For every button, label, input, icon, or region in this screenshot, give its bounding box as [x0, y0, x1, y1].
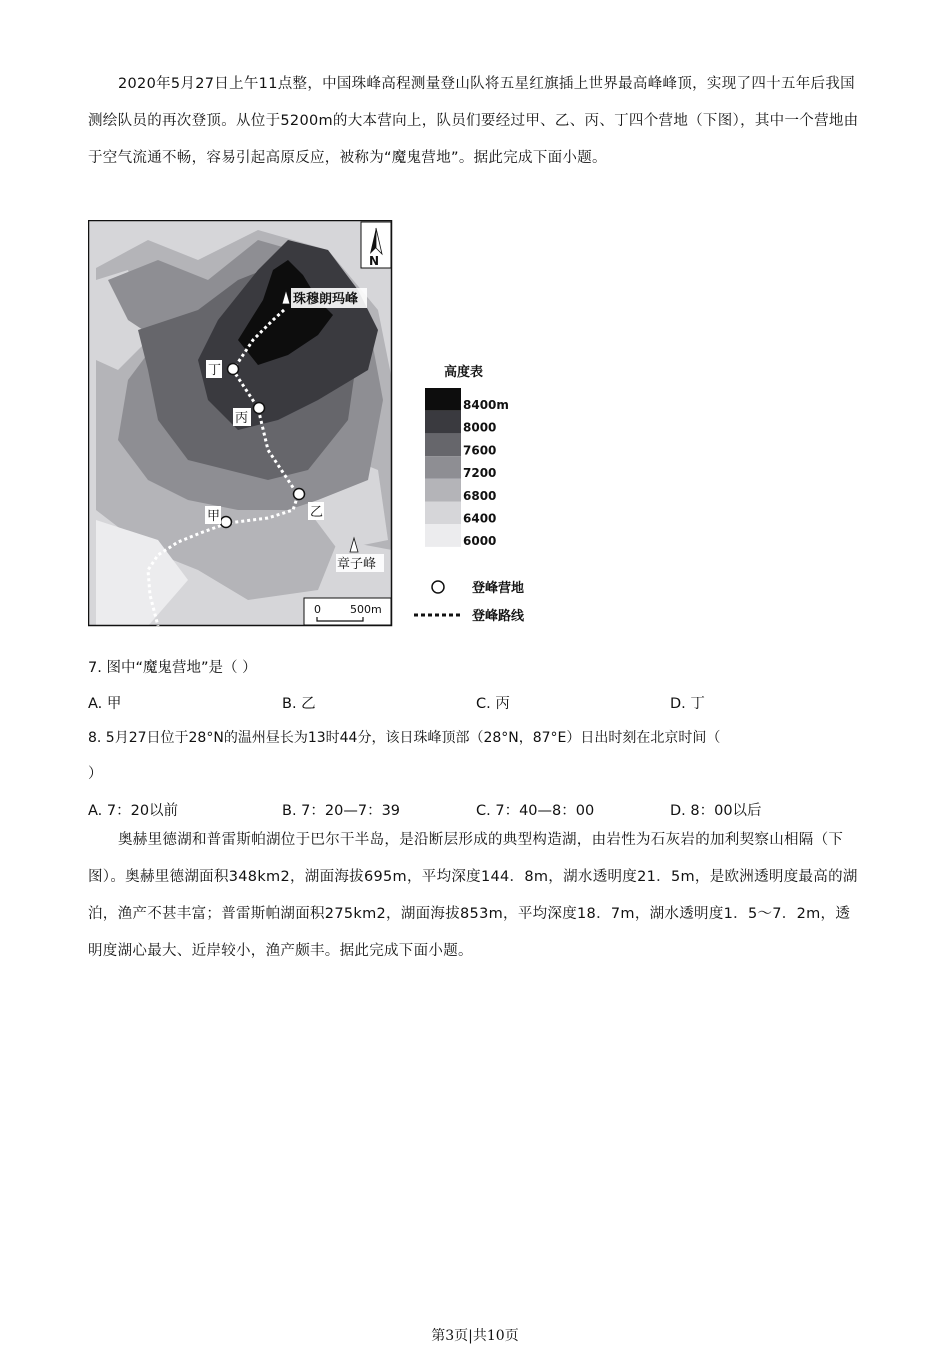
question-8-stem-continued: ） [88, 766, 103, 782]
legend-level-label: 7600 [463, 443, 497, 458]
legend-level-label: 6400 [463, 511, 497, 526]
legend-swatch [425, 411, 461, 434]
north-label: N [369, 254, 380, 268]
question-8-option-b[interactable]: B. 7：20—7：39 [282, 803, 401, 819]
legend-swatch [425, 456, 461, 479]
scale-end-label: 500m [350, 603, 382, 616]
camp-yi-label: 乙 [310, 505, 324, 520]
question-7-option-d[interactable]: D. 丁 [670, 696, 705, 712]
camp-ding-marker [228, 364, 239, 375]
legend-route-label: 登峰路线 [472, 609, 525, 624]
zhangzi-peak-label: 章子峰 [337, 557, 377, 572]
page-footer: 第3页|共10页 [431, 1328, 519, 1344]
legend-swatch [425, 502, 461, 525]
camp-yi-marker [294, 489, 305, 500]
camp-bing-marker [254, 403, 265, 414]
legend-camp-icon [432, 581, 444, 593]
legend-swatch [425, 524, 461, 547]
legend-level-label: 6800 [463, 488, 497, 503]
legend-camp-label: 登峰营地 [472, 581, 525, 596]
question-8-option-a[interactable]: A. 7：20以前 [88, 803, 179, 819]
camp-ding-label: 丁 [208, 363, 222, 378]
question-8-option-d[interactable]: D. 8：00以后 [670, 803, 762, 819]
question-7-option-a[interactable]: A. 甲 [88, 696, 122, 712]
question-7-option-c[interactable]: C. 丙 [476, 696, 510, 712]
legend-level-label: 6000 [463, 534, 497, 549]
legend-swatch [425, 479, 461, 502]
legend-swatch [425, 388, 461, 411]
legend-title: 高度表 [444, 365, 484, 380]
scale-zero-label: 0 [314, 603, 321, 616]
question-7-option-b[interactable]: B. 乙 [282, 696, 316, 712]
question-8-option-c[interactable]: C. 7：40—8：00 [476, 803, 595, 819]
legend-level-label: 8000 [463, 420, 497, 435]
elevation-legend [425, 388, 509, 548]
legend-level-label: 7200 [463, 466, 497, 481]
camp-jia-marker [221, 517, 232, 528]
legend-level-label: 8400m [463, 398, 509, 412]
intro-paragraph-2: 奥赫里德湖和普雷斯帕湖位于巴尔干半岛，是沿断层形成的典型构造湖，由岩性为石灰岩的加利契察山相隔（下图）。奥赫里德湖面积348km2，湖面海拔695m，平均深度144．8m，湖水透明度21．5m，是欧洲透明度最高的湖泊，渔产不甚丰富；普雷斯帕湖面积275km2，湖面海拔853m，平均深度18．7m，湖水透明度1．5～7．2m，透明度湖心最大、近岸较小，渔产颇丰。据此完成下面小题。 [88, 832, 858, 959]
legend-swatch [425, 433, 461, 456]
camp-bing-label: 丙 [235, 411, 249, 426]
question-8-stem: 8. 5月27日位于28°N的温州昼长为13时44分，该日珠峰顶部（28°N，87°E）日出时刻在北京时间（ [88, 730, 721, 746]
question-7-stem: 7. 图中“魔鬼营地”是（ ） [88, 660, 257, 676]
everest-contour-map [88, 220, 532, 628]
intro-paragraph-1: 2020年5月27日上午11点整，中国珠峰高程测量登山队将五星红旗插上世界最高峰峰顶，实现了四十五年后我国测绘队员的再次登顶。从位于5200m的大本营向上，队员们要经过甲、乙、丙、丁四个营地（下图），其中一个营地由于空气流通不畅，容易引起高原反应，被称为“魔鬼营地”。据此完成下面小题。 [88, 76, 859, 166]
camp-jia-label: 甲 [207, 509, 221, 524]
everest-peak-label: 珠穆朗玛峰 [293, 292, 359, 307]
